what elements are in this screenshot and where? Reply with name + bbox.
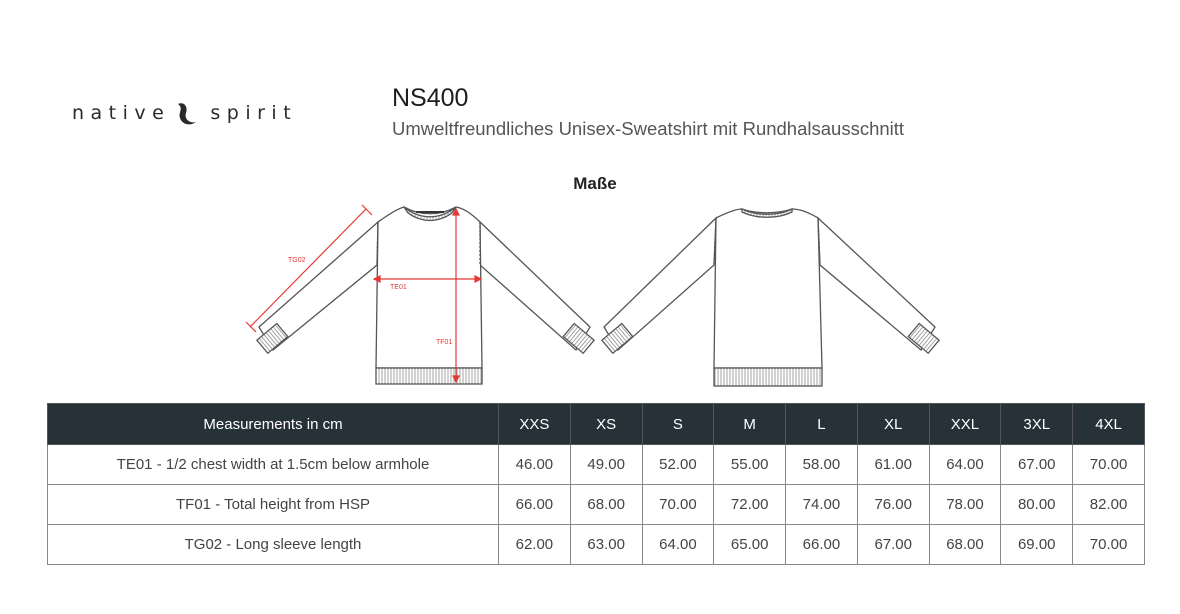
section-title: Maße: [573, 174, 617, 193]
cell-value: 68.00: [929, 525, 1001, 565]
row-label: TF01 - Total height from HSP: [48, 485, 499, 525]
cell-value: 52.00: [642, 445, 714, 485]
label-tf01: TF01: [436, 339, 453, 346]
label-tg02: TG02: [288, 257, 306, 264]
cell-value: 67.00: [1001, 445, 1073, 485]
cell-value: 49.00: [570, 445, 642, 485]
header-size: L: [786, 404, 858, 445]
cell-value: 67.00: [857, 525, 929, 565]
cell-value: 72.00: [714, 485, 786, 525]
table-header-row: [48, 404, 1145, 445]
cell-value: 70.00: [1073, 525, 1145, 565]
header-size: 3XL: [1001, 404, 1073, 445]
cell-value: 69.00: [1001, 525, 1073, 565]
size-table: [47, 403, 1145, 565]
brand-word-left: native: [72, 102, 171, 124]
row-label: TE01 - 1/2 chest width at 1.5cm below armhole: [48, 445, 499, 485]
cell-value: 74.00: [786, 485, 858, 525]
cell-value: 76.00: [857, 485, 929, 525]
table-row: [48, 525, 1145, 565]
cell-value: 66.00: [499, 485, 571, 525]
header-size: 4XL: [1073, 404, 1145, 445]
label-te01: TE01: [390, 284, 407, 291]
cell-value: 64.00: [642, 525, 714, 565]
product-description: Umweltfreundliches Unisex-Sweatshirt mit Rundhalsausschnitt: [392, 118, 905, 139]
cell-value: 55.00: [714, 445, 786, 485]
cell-value: 70.00: [1073, 445, 1145, 485]
cell-value: 66.00: [786, 525, 858, 565]
cell-value: 82.00: [1073, 485, 1145, 525]
table-row: [48, 445, 1145, 485]
table-row: [48, 485, 1145, 525]
cell-value: 65.00: [714, 525, 786, 565]
header-size: S: [642, 404, 714, 445]
cell-value: 70.00: [642, 485, 714, 525]
row-label: TG02 - Long sleeve length: [48, 525, 499, 565]
header-size: XL: [857, 404, 929, 445]
cell-value: 64.00: [929, 445, 1001, 485]
cell-value: 78.00: [929, 485, 1001, 525]
cell-value: 62.00: [499, 525, 571, 565]
back-view-sweatshirt: [602, 209, 939, 386]
cell-value: 68.00: [570, 485, 642, 525]
product-code: NS400: [392, 84, 469, 112]
header-measurements: Measurements in cm: [48, 404, 499, 445]
header-size: M: [714, 404, 786, 445]
cell-value: 58.00: [786, 445, 858, 485]
header-size: XXS: [499, 404, 571, 445]
brand-word-right: spirit: [210, 102, 298, 124]
header-size: XXL: [929, 404, 1001, 445]
cell-value: 80.00: [1001, 485, 1073, 525]
cell-value: 46.00: [499, 445, 571, 485]
header-size: XS: [570, 404, 642, 445]
cell-value: 61.00: [857, 445, 929, 485]
cell-value: 63.00: [570, 525, 642, 565]
front-view-sweatshirt: [257, 207, 594, 384]
